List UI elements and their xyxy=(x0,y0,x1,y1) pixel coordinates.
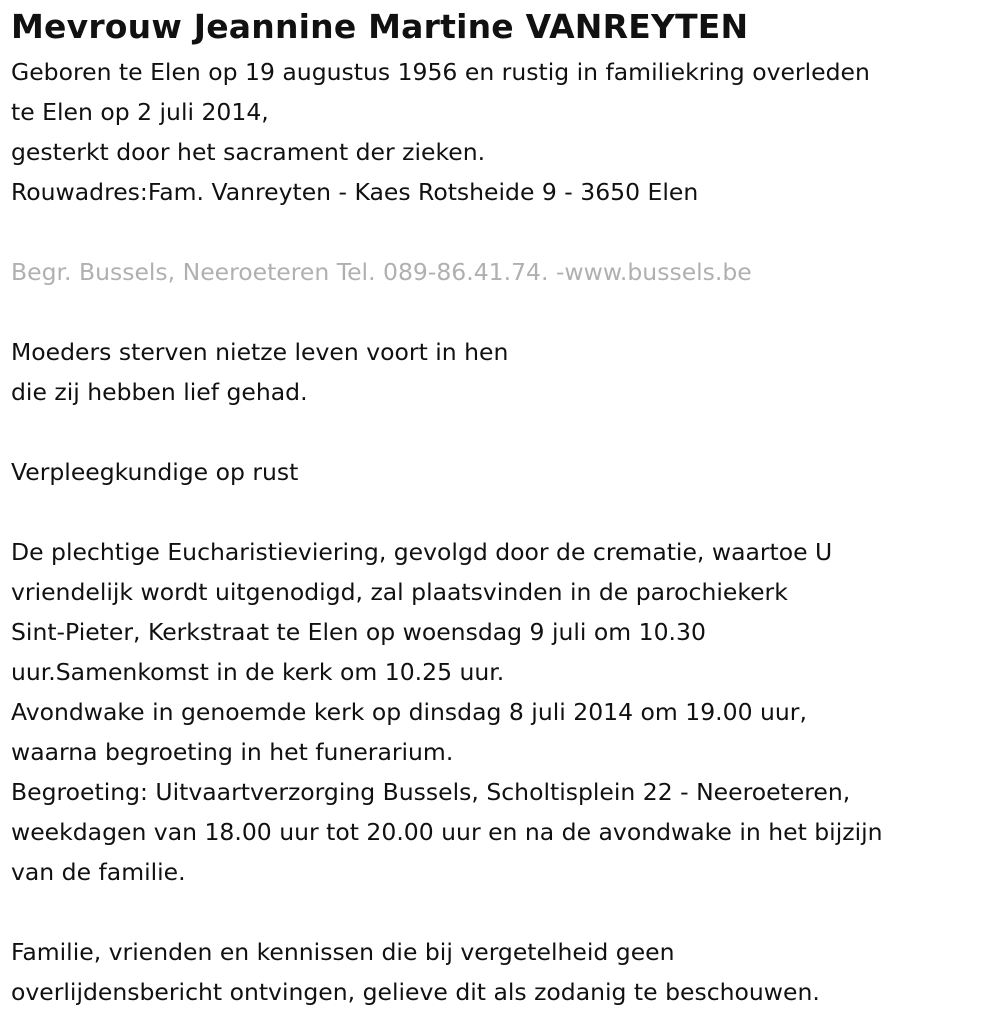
birth-death-line-1: Geboren te Elen op 19 augustus 1956 en rustig in familiekring overleden xyxy=(11,58,870,86)
undertaker-contact: Begr. Bussels, Neeroeteren Tel. 089-86.41.74. -www.bussels.be xyxy=(11,258,752,286)
ceremony-line: vriendelijk wordt uitgenodigd, zal plaatsvinden in de parochiekerk xyxy=(11,578,788,606)
mourning-address-line: Rouwadres:Fam. Vanreyten - Kaes Rotsheide 9 - 3650 Elen xyxy=(11,178,699,206)
obituary-notice xyxy=(11,0,996,1012)
visitation-line: weekdagen van 18.00 uur tot 20.00 uur en na de avondwake in het bijzijn xyxy=(11,818,883,846)
closing-section xyxy=(11,932,996,1012)
closing-line-2: overlijdensbericht ontvingen, gelieve dit als zodanig te beschouwen. xyxy=(11,978,820,1006)
quote-line-2: die zij hebben lief gehad. xyxy=(11,378,308,406)
closing-line-1: Familie, vrienden en kennissen die bij vergetelheid geen xyxy=(11,938,675,966)
spacer xyxy=(11,412,996,452)
occupation-line: Verpleegkundige op rust xyxy=(11,458,299,486)
visitation-line: Begroeting: Uitvaartverzorging Bussels, Scholtisplein 22 - Neeroeteren, xyxy=(11,778,851,806)
birth-death-line-2: te Elen op 2 juli 2014, xyxy=(11,98,269,126)
ceremony-line: uur.Samenkomst in de kerk om 10.25 uur. xyxy=(11,658,505,686)
spacer xyxy=(11,892,996,932)
sacrament-line: gesterkt door het sacrament der zieken. xyxy=(11,138,486,166)
spacer xyxy=(11,492,996,532)
deceased-name-title: Mevrouw Jeannine Martine VANREYTEN xyxy=(11,7,749,46)
intro-section xyxy=(11,52,996,212)
ceremony-section xyxy=(11,532,996,892)
vigil-line: Avondwake in genoemde kerk op dinsdag 8 juli 2014 om 19.00 uur, xyxy=(11,698,807,726)
ceremony-line: De plechtige Eucharistieviering, gevolgd door de crematie, waartoe U xyxy=(11,538,833,566)
spacer xyxy=(11,292,996,332)
visitation-line: van de familie. xyxy=(11,858,186,886)
ceremony-line: Sint-Pieter, Kerkstraat te Elen op woensdag 9 juli om 10.30 xyxy=(11,618,706,646)
quote-section xyxy=(11,332,996,412)
quote-line-1: Moeders sterven nietze leven voort in hen xyxy=(11,338,509,366)
spacer xyxy=(11,212,996,252)
vigil-line: waarna begroeting in het funerarium. xyxy=(11,738,454,766)
